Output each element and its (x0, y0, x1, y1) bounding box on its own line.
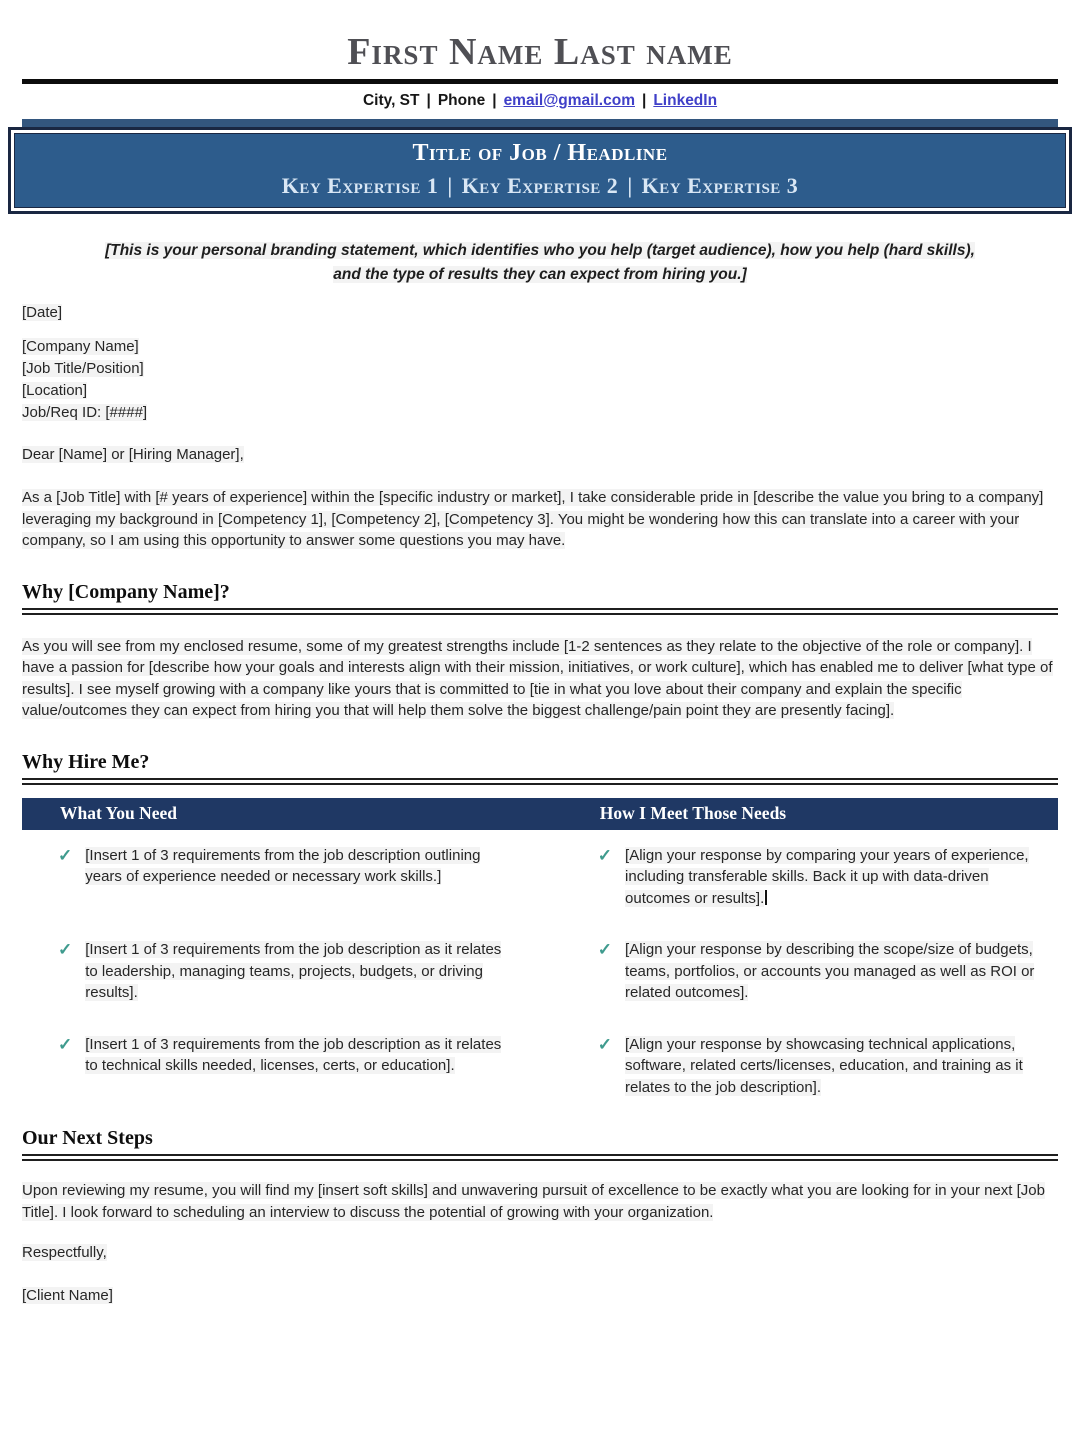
contact-line (0, 92, 1080, 110)
checkmark-icon: ✓ (58, 1034, 73, 1054)
salutation: Dear [Name] or [Hiring Manager], (22, 446, 244, 464)
title-banner (8, 119, 1072, 214)
needs-table (22, 798, 1058, 1099)
need-cell (22, 845, 592, 910)
table-row (22, 845, 1058, 910)
meet-cell (592, 845, 1058, 910)
contact-separator: | (492, 91, 497, 109)
date-line: [Date] (22, 304, 63, 322)
letter-body (0, 302, 1080, 1307)
section-heading-why-company: Why [Company Name]? (22, 580, 230, 603)
page-title: First Name Last name (347, 31, 733, 73)
linkedin-link[interactable]: LinkedIn (653, 91, 718, 109)
banner-box (8, 127, 1072, 214)
section-divider (22, 608, 1058, 615)
checkmark-icon: ✓ (597, 845, 613, 865)
checkmark-icon: ✓ (597, 940, 613, 960)
cover-letter-page (0, 32, 1080, 1307)
table-row (22, 939, 1058, 1004)
contact-city: City, ST (362, 91, 420, 109)
key-expertise-3: Key Expertise 3 (641, 173, 799, 199)
need-text: [Insert 1 of 3 requirements from the job description as it relates to leadership, managing teams, projects, budgets, or driving results]. (85, 941, 502, 1002)
job-title-line: [Job Title/Position] (22, 360, 144, 378)
job-req-id-line: Job/Req ID: [####] (22, 404, 148, 422)
text-cursor (765, 890, 767, 905)
needs-table-header (22, 798, 1058, 830)
column-header-how-i-meet: How I Meet Those Needs (599, 803, 787, 824)
key-expertise-line (21, 173, 1059, 198)
expertise-separator: | (447, 173, 453, 199)
company-address-block (22, 336, 1058, 424)
section-divider (22, 778, 1058, 785)
key-expertise-2: Key Expertise 2 (461, 173, 619, 199)
closing-line: Respectfully, (22, 1244, 107, 1262)
contact-separator: | (641, 91, 647, 109)
checkmark-icon: ✓ (58, 940, 73, 960)
section-divider (22, 1154, 1058, 1161)
next-steps-paragraph: Upon reviewing my resume, you will find my [insert soft skills] and unwavering pursuit of excellence to be exactly what you are looking for in your next [Job Title]. I look forward to scheduling an interview to discuss the potential of growing with your organization. (22, 1182, 1045, 1221)
meet-text: [Align your response by showcasing technical applications, software, related certs/licenses, education, and training as it relates to the job description]. (625, 1035, 1023, 1096)
meet-text: [Align your response by describing the scope/size of budgets, teams, portfolios, or accounts you managed as well as ROI or related outcomes]. (625, 941, 1035, 1002)
meet-text: [Align your response by comparing your years of experience, including transferable skills. Back it up with data-driven outcomes or results]. (625, 846, 1029, 907)
section-heading-next-steps: Our Next Steps (22, 1127, 153, 1150)
key-expertise-1: Key Expertise 1 (281, 173, 439, 199)
contact-separator: | (426, 91, 431, 109)
checkmark-icon: ✓ (597, 1034, 613, 1054)
need-text: [Insert 1 of 3 requirements from the job description as it relates to technical skills needed, licenses, certs, or education]. (85, 1035, 502, 1075)
meet-cell (592, 1034, 1058, 1099)
intro-paragraph: As a [Job Title] with [# years of experience] within the [specific industry or market], I take considerable pride in [describe the value you bring to a company] leveraging my background in [Competency 1], [Competency 2], [Competency 3]. You might be wondering how this can translate into a career with your company, so I am using this opportunity to answer some questions you may have. (22, 489, 1044, 550)
contact-phone: Phone (437, 91, 486, 109)
location-line: [Location] (22, 382, 88, 400)
need-cell (22, 1034, 592, 1099)
signature-line: [Client Name] (22, 1287, 113, 1305)
need-cell (22, 939, 592, 1004)
need-text: [Insert 1 of 3 requirements from the job description outlining years of experience needed or necessary work skills.] (85, 846, 481, 886)
header-divider (22, 79, 1058, 84)
meet-cell (592, 939, 1058, 1004)
branding-statement: [This is your personal branding statement, which identifies who you help (target audience), how you help (hard skills), and the type of results they can expect from hiring you.] (105, 241, 975, 284)
job-title-headline: Title of Job / Headline (412, 139, 668, 166)
section-heading-why-hire-me: Why Hire Me? (22, 750, 150, 773)
company-name-line: [Company Name] (22, 338, 139, 356)
column-header-what-you-need: What You Need (60, 803, 177, 824)
expertise-separator: | (627, 173, 633, 199)
banner-top-bar (22, 119, 1058, 127)
why-company-paragraph: As you will see from my enclosed resume, some of my greatest strengths include [1-2 sentences as they relate to the objective of the role or company]. I have a passion for [describe how your goals and interests align with their mission, initiatives, or work culture], which has enabled me to deliver [what type of results]. I see myself growing with a company like yours that is committed to [tie in what you love about their company and explain the specific value/outcomes they can expect from hiring you that will help them solve the biggest challenge/pain point they are presently facing]. (22, 637, 1053, 720)
checkmark-icon: ✓ (58, 845, 73, 865)
email-link[interactable]: email@gmail.com (503, 91, 635, 109)
table-row (22, 1034, 1058, 1099)
